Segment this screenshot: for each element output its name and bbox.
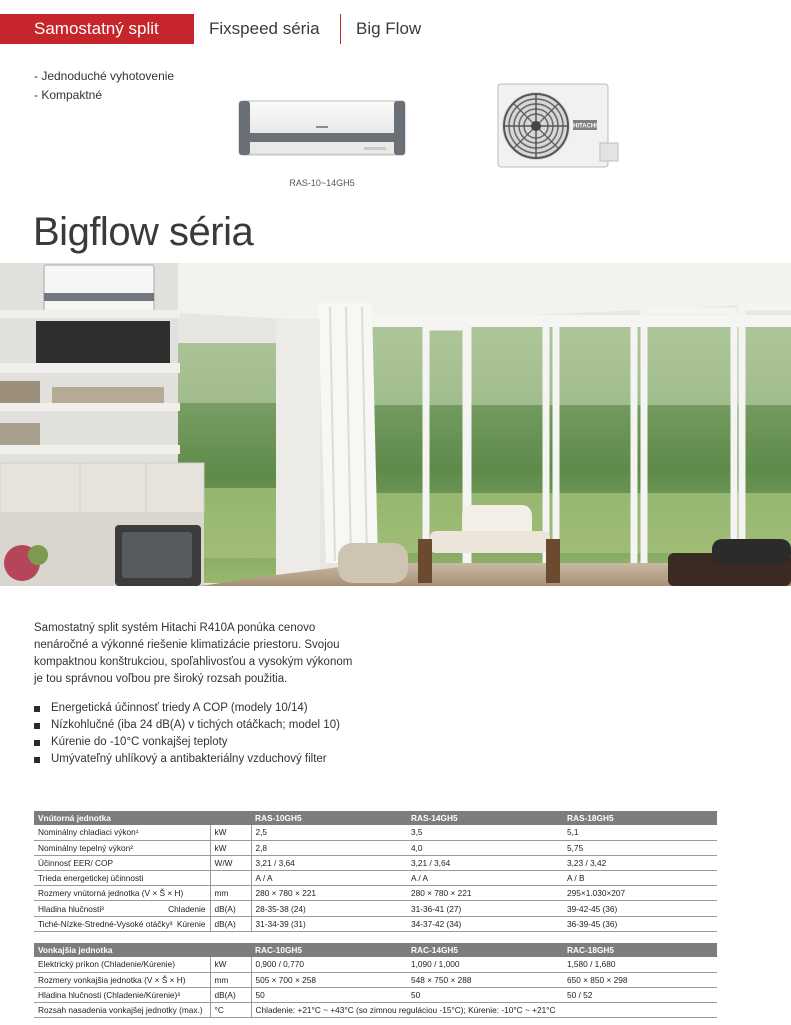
table-header-row — [34, 811, 717, 825]
table-cell: 34-37-42 (34) — [407, 916, 563, 931]
table-cell: 3,5 — [407, 825, 563, 840]
table-cell: 280 × 780 × 221 — [407, 886, 563, 901]
tab-samostatny-split[interactable]: Samostatný split — [0, 14, 194, 44]
table-header-cell: Vonkajšia jednotka — [34, 943, 210, 957]
table-cell: kW — [210, 957, 251, 972]
table-row — [34, 840, 717, 855]
table-cell: Rozmery vnútorná jednotka (V × Š × H) — [34, 886, 210, 901]
table-cell: 3,21 / 3,64 — [407, 855, 563, 870]
table-cell: Elektrický príkon (Chladenie/Kúrenie) — [34, 957, 210, 972]
table-row — [34, 957, 717, 972]
table-cell: 5,75 — [563, 840, 717, 855]
table-row — [34, 871, 717, 886]
feature-note: - Kompaktné — [34, 88, 103, 102]
list-item: Energetická účinnosť triedy A COP (modely 10/14) — [34, 700, 340, 717]
table-cell: dB(A) — [210, 916, 251, 931]
table-cell: Trieda energetickej účinnosti — [34, 871, 210, 886]
table-cell: 3,21 / 3,64 — [251, 855, 407, 870]
hitachi-logo: HITACHI — [573, 123, 597, 130]
list-item: Umývateľný uhlíkový a antibakteriálny vzduchový filter — [34, 751, 340, 768]
table-cell: Účinnosť EER/ COP — [34, 855, 210, 870]
tab-big-flow[interactable]: Big Flow — [356, 19, 422, 38]
table-cell — [34, 901, 210, 916]
table-cell — [34, 916, 210, 931]
table-cell: 650 × 850 × 298 — [563, 972, 717, 987]
living-room-photo — [0, 263, 791, 586]
table-cell: 50 — [251, 987, 407, 1002]
table-cell: 28-35-38 (24) — [251, 901, 407, 916]
page-title: Bigflow séria — [33, 210, 254, 254]
tab-fixspeed-seria[interactable]: Fixspeed séria — [209, 19, 320, 38]
product-description: Samostatný split systém Hitachi R410A ponúka cenovo nenáročné a výkonné riešenie klimatizácie priestoru. Svojou kompaktnou konštrukciou, spoľahlivosťou a vysokým výkonom je tou správnou voľbou pre široký rozsah použitia. — [34, 622, 353, 685]
table-cell: Nominálny tepelný výkon² — [34, 840, 210, 855]
list-item: Kúrenie do -10°C vonkajšej teploty — [34, 734, 340, 751]
indoor-unit-spec-table — [34, 811, 717, 932]
table-cell: 50 — [407, 987, 563, 1002]
table-cell: 548 × 750 × 288 — [407, 972, 563, 987]
table-cell: 0,900 / 0,770 — [251, 957, 407, 972]
table-row — [34, 855, 717, 870]
series-tab-bar — [0, 14, 791, 44]
table-cell: dB(A) — [210, 987, 251, 1002]
table-cell: dB(A) — [210, 901, 251, 916]
noise-mode-label: Kúrenie — [176, 918, 206, 929]
table-cell: mm — [210, 972, 251, 987]
table-header-cell: RAS-18GH5 — [563, 811, 717, 825]
noise-label: Hladina hlučnosti³ — [38, 903, 104, 914]
list-item: Nízkohlučné (iba 24 dB(A) v tichých otáčkach; model 10) — [34, 717, 340, 734]
indoor-unit-image — [238, 99, 406, 158]
table-cell: 295×1.030×207 — [563, 886, 717, 901]
table-cell: 505 × 700 × 258 — [251, 972, 407, 987]
table-header-cell: RAC-18GH5 — [563, 943, 717, 957]
table-header-cell: RAC-14GH5 — [407, 943, 563, 957]
table-cell: A / A — [407, 871, 563, 886]
table-row — [34, 987, 717, 1002]
table-cell: kW — [210, 825, 251, 840]
table-header-cell — [210, 811, 251, 825]
table-cell: Chladenie: +21°C ~ +43°C (so zimnou reguláciou -15°C); Kúrenie: -10°C ~ +21°C — [251, 1003, 717, 1018]
table-cell: 3,23 / 3,42 — [563, 855, 717, 870]
table-header-cell: Vnútorná jednotka — [34, 811, 210, 825]
feature-list — [34, 700, 340, 768]
table-header-cell: RAC-10GH5 — [251, 943, 407, 957]
table-cell: 36-39-45 (36) — [563, 916, 717, 931]
table-cell: 50 / 52 — [563, 987, 717, 1002]
table-cell: A / A — [251, 871, 407, 886]
table-row — [34, 972, 717, 987]
table-cell: 39-42-45 (36) — [563, 901, 717, 916]
table-header-cell: RAS-14GH5 — [407, 811, 563, 825]
feature-note: - Jednoduché vyhotovenie — [34, 69, 175, 83]
table-cell: 2,5 — [251, 825, 407, 840]
table-cell: mm — [210, 886, 251, 901]
table-row — [34, 886, 717, 901]
table-cell: 31-34-39 (31) — [251, 916, 407, 931]
table-cell: W/W — [210, 855, 251, 870]
table-row — [34, 1003, 717, 1018]
outdoor-unit-spec-table — [34, 943, 717, 1018]
table-row — [34, 825, 717, 840]
table-cell: Hladina hlučnosti (Chladenie/Kúrenie)³ — [34, 987, 210, 1002]
table-cell: 1,580 / 1,680 — [563, 957, 717, 972]
table-cell: 31-36-41 (27) — [407, 901, 563, 916]
table-cell: °C — [210, 1003, 251, 1018]
table-cell: 5,1 — [563, 825, 717, 840]
noise-label: Tiché-Nízke-Stredné-Vysoké otáčky³ — [38, 918, 173, 929]
table-cell: 1,090 / 1,000 — [407, 957, 563, 972]
table-cell: 280 × 780 × 221 — [251, 886, 407, 901]
feature-notes — [34, 67, 174, 105]
outdoor-unit-image — [497, 83, 619, 168]
table-cell: Rozsah nasadenia vonkajšej jednotky (max.) — [34, 1003, 210, 1018]
table-cell: 4,0 — [407, 840, 563, 855]
table-header-cell — [210, 943, 251, 957]
table-cell: 2,8 — [251, 840, 407, 855]
tab-divider — [340, 14, 341, 44]
noise-mode-label: Chladenie — [168, 903, 206, 914]
table-row — [34, 901, 717, 916]
table-header-cell: RAS-10GH5 — [251, 811, 407, 825]
table-row — [34, 916, 717, 931]
table-cell: Rozmery vonkajšia jednotka (V × Š × H) — [34, 972, 210, 987]
table-cell: kW — [210, 840, 251, 855]
indoor-unit-caption: RAS-10~14GH5 — [289, 178, 355, 188]
table-cell — [210, 871, 251, 886]
table-header-row — [34, 943, 717, 957]
table-cell: Nominálny chladiaci výkon¹ — [34, 825, 210, 840]
table-cell: A / B — [563, 871, 717, 886]
